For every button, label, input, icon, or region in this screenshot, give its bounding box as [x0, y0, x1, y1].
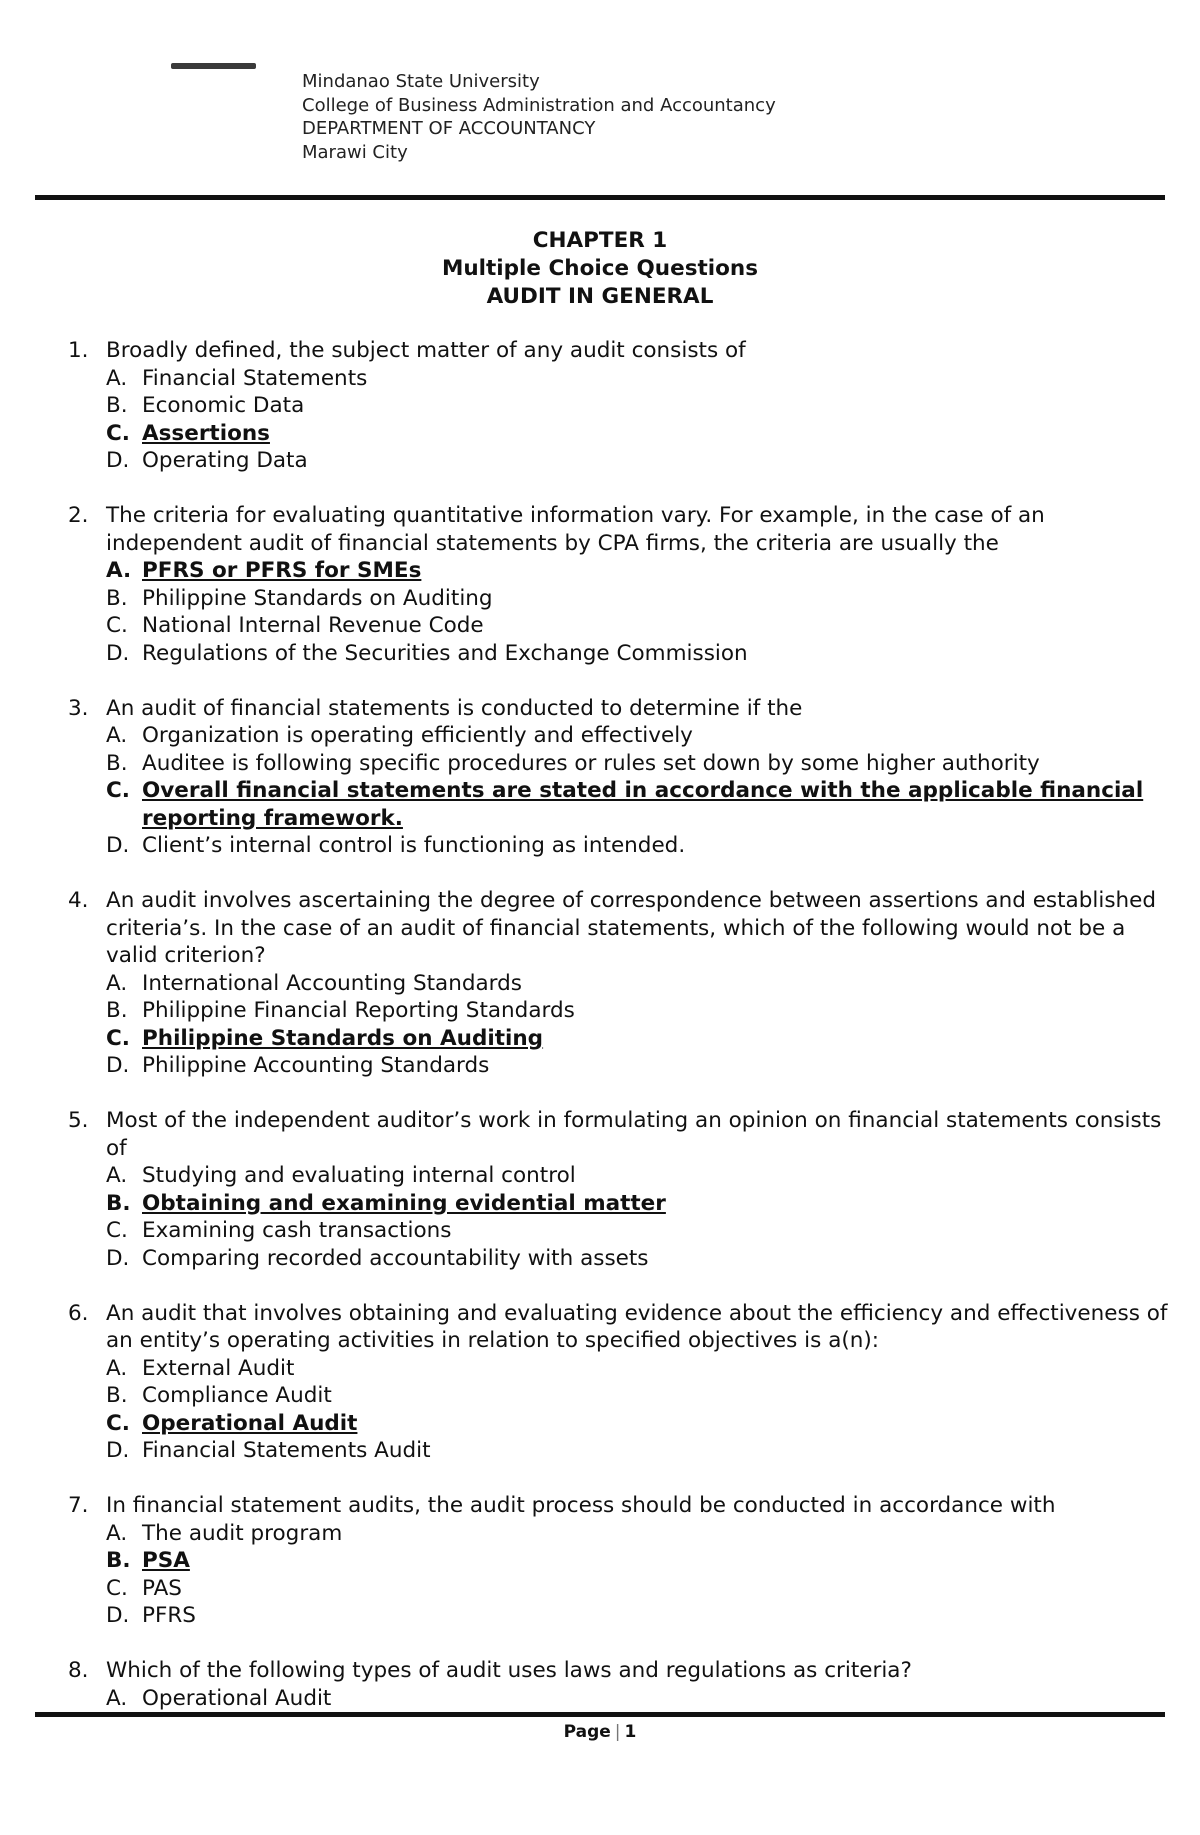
- choice-option: [106, 1162, 1178, 1190]
- choice-option: [106, 722, 1178, 750]
- question-stem: The criteria for evaluating quantitative information vary. For example, in the case of an independent audit of financial statements by CPA firms, the criteria are usually the: [106, 503, 1045, 556]
- answer-option: [106, 1410, 1178, 1438]
- topic-title: AUDIT IN GENERAL: [486, 284, 714, 309]
- choice-option: [106, 640, 1178, 668]
- question-item: [68, 1300, 1178, 1465]
- question-number: 1.: [68, 338, 89, 363]
- option-text: Philippine Financial Reporting Standards: [142, 998, 575, 1023]
- answer-option: [106, 1025, 1178, 1053]
- choice-option: [106, 1245, 1178, 1273]
- option-text: Philippine Standards on Auditing: [142, 585, 493, 611]
- question-stem: An audit of financial statements is conducted to determine if the: [106, 695, 803, 721]
- option-letter: A.: [106, 1355, 128, 1381]
- choice-option: [106, 1520, 1178, 1548]
- choice-option: [106, 1217, 1178, 1245]
- option-text: Philippine Standards on Auditing: [142, 1025, 544, 1051]
- option-text: Overall financial statements are stated in accordance with the applicable financial reporting framework.: [142, 778, 1144, 831]
- choice-option: [106, 1052, 1178, 1080]
- option-letter: B.: [106, 1383, 128, 1408]
- answer-option: [106, 1547, 1178, 1575]
- option-text: Obtaining and examining evidential matter: [142, 1190, 666, 1216]
- option-text: Economic Data: [142, 393, 305, 418]
- question-stem-row: [68, 1107, 1178, 1162]
- option-letter: B.: [106, 585, 128, 611]
- option-letter: D.: [106, 833, 130, 858]
- option-letter: B.: [106, 998, 128, 1023]
- option-text: Organization is operating efficiently and effectively: [142, 723, 693, 748]
- choice-option: [106, 1437, 1178, 1465]
- answer-option: [106, 1190, 1178, 1218]
- document-titles: [0, 227, 1200, 311]
- question-number: 3.: [68, 695, 89, 721]
- option-letter: C.: [106, 613, 128, 638]
- option-letter: C.: [106, 1575, 128, 1601]
- chapter-title: CHAPTER 1: [532, 228, 668, 253]
- option-text: Auditee is following specific procedures or rules set down by some higher authority: [142, 750, 1040, 776]
- option-letter: D.: [106, 1603, 130, 1628]
- option-letter: B.: [106, 393, 128, 418]
- question-stem-row: [68, 1657, 1178, 1685]
- page-separator: |: [614, 1722, 621, 1742]
- option-text: PFRS or PFRS for SMEs: [142, 558, 422, 583]
- question-number: 4.: [68, 888, 89, 913]
- question-stem-row: [68, 1492, 1178, 1520]
- question-number: 6.: [68, 1300, 89, 1326]
- question-item: [68, 695, 1178, 860]
- option-letter: D.: [106, 640, 130, 666]
- header-divider: [35, 195, 1165, 200]
- option-letter: C.: [106, 1218, 128, 1243]
- page-label: Page: [563, 1722, 611, 1742]
- question-stem-row: [68, 502, 1178, 557]
- option-text: External Audit: [142, 1355, 295, 1381]
- option-letter: C.: [106, 420, 130, 446]
- city-name: Marawi City: [302, 141, 408, 163]
- question-number: 5.: [68, 1108, 89, 1133]
- option-text: Philippine Accounting Standards: [142, 1053, 490, 1078]
- option-letter: C.: [106, 1025, 130, 1051]
- page-footer: [0, 1720, 1200, 1744]
- question-stem: An audit involves ascertaining the degree of correspondence between assertions and established criteria’s. In the case of an audit of financial statements, which of the following would not be a valid criterion?: [106, 888, 1157, 968]
- option-text: Operational Audit: [142, 1410, 358, 1436]
- option-text: International Accounting Standards: [142, 970, 522, 996]
- option-letter: D.: [106, 1245, 130, 1271]
- question-item: [68, 337, 1178, 475]
- question-number: 7.: [68, 1493, 89, 1518]
- option-letter: D.: [106, 1438, 130, 1463]
- question-stem: In financial statement audits, the audit process should be conducted in accordance with: [106, 1493, 1056, 1518]
- department-name: DEPARTMENT OF ACCOUNTANCY: [302, 118, 596, 139]
- option-text: Examining cash transactions: [142, 1218, 452, 1243]
- question-stem-row: [68, 695, 1178, 723]
- option-letter: B.: [106, 750, 128, 776]
- option-text: National Internal Revenue Code: [142, 613, 484, 638]
- choice-option: [106, 1355, 1178, 1383]
- option-letter: D.: [106, 448, 130, 473]
- option-letter: A.: [106, 1685, 128, 1711]
- choice-option: [106, 392, 1178, 420]
- question-item: [68, 1657, 1178, 1712]
- option-text: The audit program: [142, 1520, 343, 1546]
- option-letter: A.: [106, 365, 128, 391]
- option-letter: B.: [106, 1190, 131, 1216]
- option-letter: A.: [106, 970, 128, 996]
- choice-option: [106, 585, 1178, 613]
- option-letter: B.: [106, 1548, 131, 1573]
- option-text: Regulations of the Securities and Exchange Commission: [142, 640, 748, 666]
- option-letter: D.: [106, 1053, 130, 1078]
- option-text: Financial Statements Audit: [142, 1438, 431, 1463]
- option-text: Financial Statements: [142, 365, 368, 391]
- college-name: College of Business Administration and Accountancy: [302, 94, 776, 116]
- answer-option: [106, 777, 1178, 832]
- logo-mark: [171, 63, 256, 69]
- question-stem-row: [68, 887, 1178, 970]
- question-stem: Broadly defined, the subject matter of any audit consists of: [106, 338, 746, 363]
- option-letter: A.: [106, 1163, 128, 1188]
- answer-option: [106, 557, 1178, 585]
- choice-option: [106, 365, 1178, 393]
- option-text: Studying and evaluating internal control: [142, 1163, 576, 1188]
- question-stem-row: [68, 337, 1178, 365]
- section-subtitle: Multiple Choice Questions: [441, 256, 759, 281]
- choice-option: [106, 1382, 1178, 1410]
- question-item: [68, 1107, 1178, 1272]
- question-stem: Most of the independent auditor’s work in formulating an opinion on financial statements consists of: [106, 1108, 1162, 1161]
- university-name: Mindanao State University: [302, 71, 540, 92]
- option-text: PSA: [142, 1548, 190, 1573]
- choice-option: [106, 832, 1178, 860]
- question-stem-row: [68, 1300, 1178, 1355]
- choice-option: [106, 997, 1178, 1025]
- option-letter: A.: [106, 1520, 128, 1546]
- choice-option: [106, 970, 1178, 998]
- choice-option: [106, 447, 1178, 475]
- question-stem: Which of the following types of audit uses laws and regulations as criteria?: [106, 1658, 912, 1683]
- footer-divider: [35, 1712, 1165, 1717]
- option-text: Assertions: [142, 420, 270, 446]
- option-text: Operational Audit: [142, 1685, 332, 1711]
- choice-option: [106, 750, 1178, 778]
- choice-option: [106, 612, 1178, 640]
- question-stem: An audit that involves obtaining and evaluating evidence about the efficiency and effectiveness of an entity’s operating activities in relation to specified objectives is a(n):: [106, 1300, 1168, 1353]
- question-list: [68, 337, 1178, 1740]
- option-text: PAS: [142, 1575, 182, 1601]
- choice-option: [106, 1685, 1178, 1713]
- question-item: [68, 887, 1178, 1080]
- option-text: Client’s internal control is functioning as intended.: [142, 833, 686, 858]
- question-item: [68, 502, 1178, 667]
- option-text: Comparing recorded accountability with assets: [142, 1245, 649, 1271]
- option-text: PFRS: [142, 1603, 196, 1628]
- option-text: Compliance Audit: [142, 1383, 332, 1408]
- choice-option: [106, 1602, 1178, 1630]
- question-number: 2.: [68, 503, 89, 528]
- answer-option: [106, 420, 1178, 448]
- question-item: [68, 1492, 1178, 1630]
- option-letter: C.: [106, 778, 130, 803]
- option-letter: A.: [106, 723, 128, 748]
- choice-option: [106, 1575, 1178, 1603]
- option-text: Operating Data: [142, 448, 308, 473]
- question-number: 8.: [68, 1658, 89, 1683]
- institution-header: [302, 70, 776, 164]
- option-letter: A.: [106, 558, 132, 583]
- option-letter: C.: [106, 1410, 130, 1436]
- page-number: 1: [624, 1722, 637, 1742]
